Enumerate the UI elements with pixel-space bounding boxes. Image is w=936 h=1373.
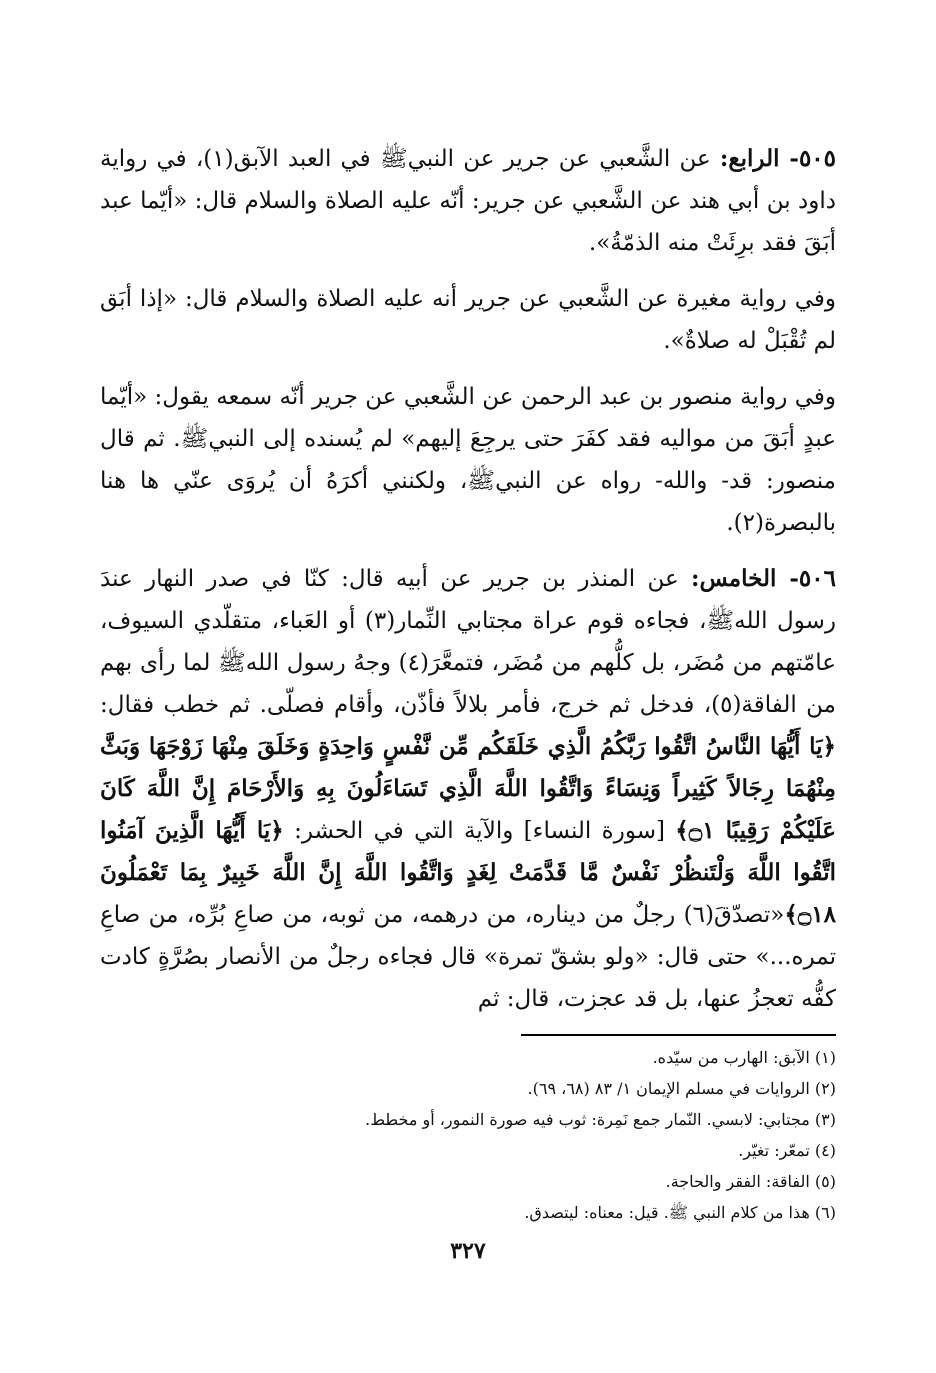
section-heading-505: ٥٠٥- الرابع:: [719, 145, 836, 172]
footnote-1: (١) الآبق: الهارب من سيّده.: [652, 1048, 836, 1067]
paragraph-mughira: [100, 278, 836, 362]
paragraph-text: [سورة النساء] والآية التي في الحشر:: [283, 818, 676, 844]
footnote-6: (٦) هذا من كلام النبي ﷺ. قيل: معناه: ليتصدق.: [524, 1203, 836, 1222]
footnote-4: (٤) تمعّر: تغيّر.: [738, 1141, 836, 1160]
paragraph-text: «تصدّقَ(٦) رجلٌ من ديناره، من درهمه، من ثوبه، من صاعِ بُرِّه، من صاعِ تمره...» حتى قال: «ولو بشقّ تمرة» قال فجاءه رجلٌ من الأنصار بصُرَّةٍ كادت كفُّه تعجزُ عنها، بل قد عجزت، قال: ثم: [100, 902, 836, 1012]
section-heading-506: ٥٠٦- الخامس:: [690, 565, 836, 592]
paragraph-text: وفي رواية مغيرة عن الشَّعبي عن جرير أنه عليه الصلاة والسلام قال: «إذا أبَق لم تُقْبَلْ له صلاةٌ».: [100, 286, 836, 354]
footnote-2: (٢) الروايات في مسلم الإيمان ١/ ٨٣ (٦٨، ٦٩).: [527, 1079, 836, 1098]
paragraph-505: [100, 138, 836, 264]
quran-verse-hashr: ﴿يَا أَيُّهَا الَّذِينَ آمَنُوا اتَّقُوا اللَّهَ وَلْتَنظُرْ نَفْسٌ مَّا قَدَّمَتْ لِغَدٍ وَاتَّقُوا اللَّهَ إِنَّ اللَّهَ خَبِيرٌ بِمَا تَعْمَلُونَ ۝١٨﴾: [100, 817, 836, 928]
paragraph-mansur: [100, 376, 836, 544]
paragraph-text: وفي رواية منصور بن عبد الرحمن عن الشَّعبي عن جرير أنّه سمعه يقول: «أيّما عبدٍ أبَقَ من مواليه فقد كفَرَ حتى يرجِعَ إليهم» لم يُسنده إلى النبيﷺ. ثم قال منصور: قد- والله- رواه عن النبيﷺ، ولكنني أكرَهُ أن يُروَى عنّي ها هنا بالبصرة(٢).: [100, 384, 836, 536]
footnote-separator: [521, 1034, 836, 1036]
footnotes-list: [100, 1042, 836, 1228]
footnote-3: (٣) مجتابي: لابسي. النّمار جمع نَمِرة: ثوب فيه صورة النمور، أو مخطط.: [365, 1110, 836, 1129]
quran-verse-nisa: ﴿يَا أَيُّهَا النَّاسُ اتَّقُوا رَبَّكُمُ الَّذِي خَلَقَكُم مِّن نَّفْسٍ وَاحِدَةٍ وَخَلَقَ مِنْهَا زَوْجَهَا وَبَثَّ مِنْهُمَا رِجَالاً كَثِيراً وَنِسَاءً وَاتَّقُوا اللَّهَ الَّذِي تَسَاءَلُونَ بِهِ وَالأَرْحَامَ إِنَّ اللَّهَ كَانَ عَلَيْكُمْ رَقِيبًا ۝١﴾: [100, 733, 836, 844]
paragraph-text: عن المنذر بن جرير عن أبيه قال: كنّا في صدر النهار عندَ رسول اللهﷺ، فجاءه قوم عراة مجتابي النِّمار(٣) أو العَباء، متقلّدي السيوف، عامّتهم من مُضَر، بل كلُّهم من مُضَر، فتمعَّرَ(٤) وجهُ رسول اللهﷺ لما رأى بهم من الفاقة(٥)، فدخل ثم خرج، فأمر بلالاً فأذّن، وأقام فصلّى. ثم خطب فقال:: [100, 566, 837, 718]
paragraph-506: [100, 558, 836, 1020]
footnote-5: (٥) الفاقة: الفقر والحاجة.: [665, 1172, 836, 1191]
page-number: ٣٢٧: [450, 1238, 486, 1264]
paragraph-text: عن الشَّعبي عن جرير عن النبيﷺ في العبد الآبق(١)، في رواية داود بن أبي هند عن الشَّعبي عن جرير: أنّه عليه الصلاة والسلام قال: «أيّما عبد أبَقَ فقد برِئَتْ منه الذمّةُ».: [100, 146, 836, 256]
